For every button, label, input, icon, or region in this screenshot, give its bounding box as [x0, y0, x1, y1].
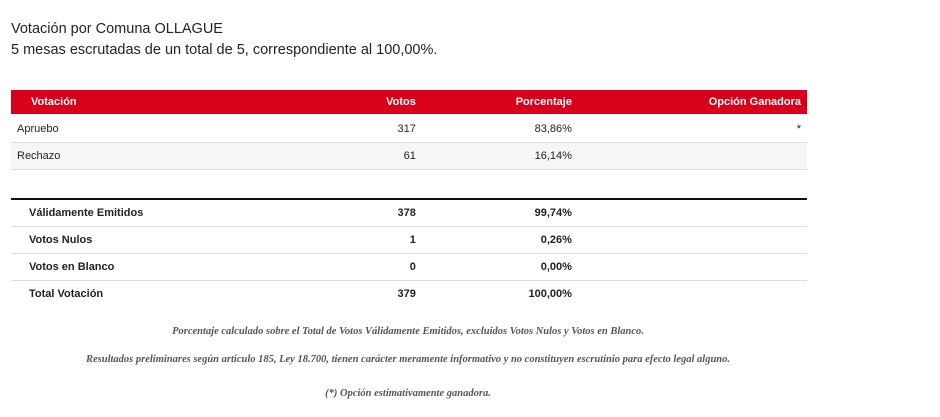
summary-label: Votos Nulos — [11, 227, 251, 254]
summary-votes: 0 — [251, 254, 426, 281]
option-label: Apruebo — [11, 115, 251, 143]
table-row — [11, 199, 807, 227]
option-winner-mark: * — [582, 115, 807, 143]
summary-percent: 99,74% — [426, 199, 582, 227]
summary-percent: 0,26% — [426, 227, 582, 254]
option-winner-mark — [582, 143, 807, 170]
summary-percent: 100,00% — [528, 288, 572, 300]
table-row — [11, 115, 807, 143]
table-header — [11, 90, 807, 115]
summary-label: Válidamente Emitidos — [11, 199, 251, 227]
summary-votes: 1 — [251, 227, 426, 254]
option-percent: 83,86% — [426, 115, 582, 143]
table-row — [11, 227, 807, 254]
summary-label: Votos en Blanco — [11, 254, 251, 281]
percentage-note: Porcentaje calculado sobre el Total de Votos Válidamente Emitidos, excluidos Votos Nulos y Votos en Blanco. — [172, 326, 644, 337]
column-header-votacion: Votación — [11, 90, 251, 115]
column-header-votos: Votos — [251, 90, 426, 115]
column-header-porcentaje: Porcentaje — [426, 90, 582, 115]
option-votes: 61 — [251, 143, 426, 170]
table-row — [11, 254, 807, 281]
option-label: Rechazo — [11, 143, 251, 170]
column-header-opcion-ganadora: Opción Ganadora — [582, 90, 807, 115]
summary-percent: 0,00% — [426, 254, 582, 281]
table-row — [11, 143, 807, 170]
spacer-row — [11, 170, 807, 200]
summary-body — [11, 199, 807, 307]
summary-label: Total Votación — [29, 288, 104, 300]
winner-note: (*) Opción estimativamente ganadora. — [325, 388, 491, 399]
page-title: Votación por Comuna OLLAGUE — [11, 21, 223, 37]
option-percent: 16,14% — [426, 143, 582, 170]
legal-note: Resultados preliminares según artículo 185, Ley 18.700, tienen carácter meramente informativo y no constituyen escrutinio para efecto legal alguno. — [86, 354, 730, 365]
option-votes: 317 — [251, 115, 426, 143]
summary-votes: 378 — [251, 199, 426, 227]
results-table — [11, 90, 807, 307]
options-body — [11, 115, 807, 199]
table-row — [11, 281, 807, 308]
page-subtitle: 5 mesas escrutadas de un total de 5, correspondiente al 100,00%. — [11, 42, 438, 58]
summary-votes: 379 — [397, 288, 416, 300]
